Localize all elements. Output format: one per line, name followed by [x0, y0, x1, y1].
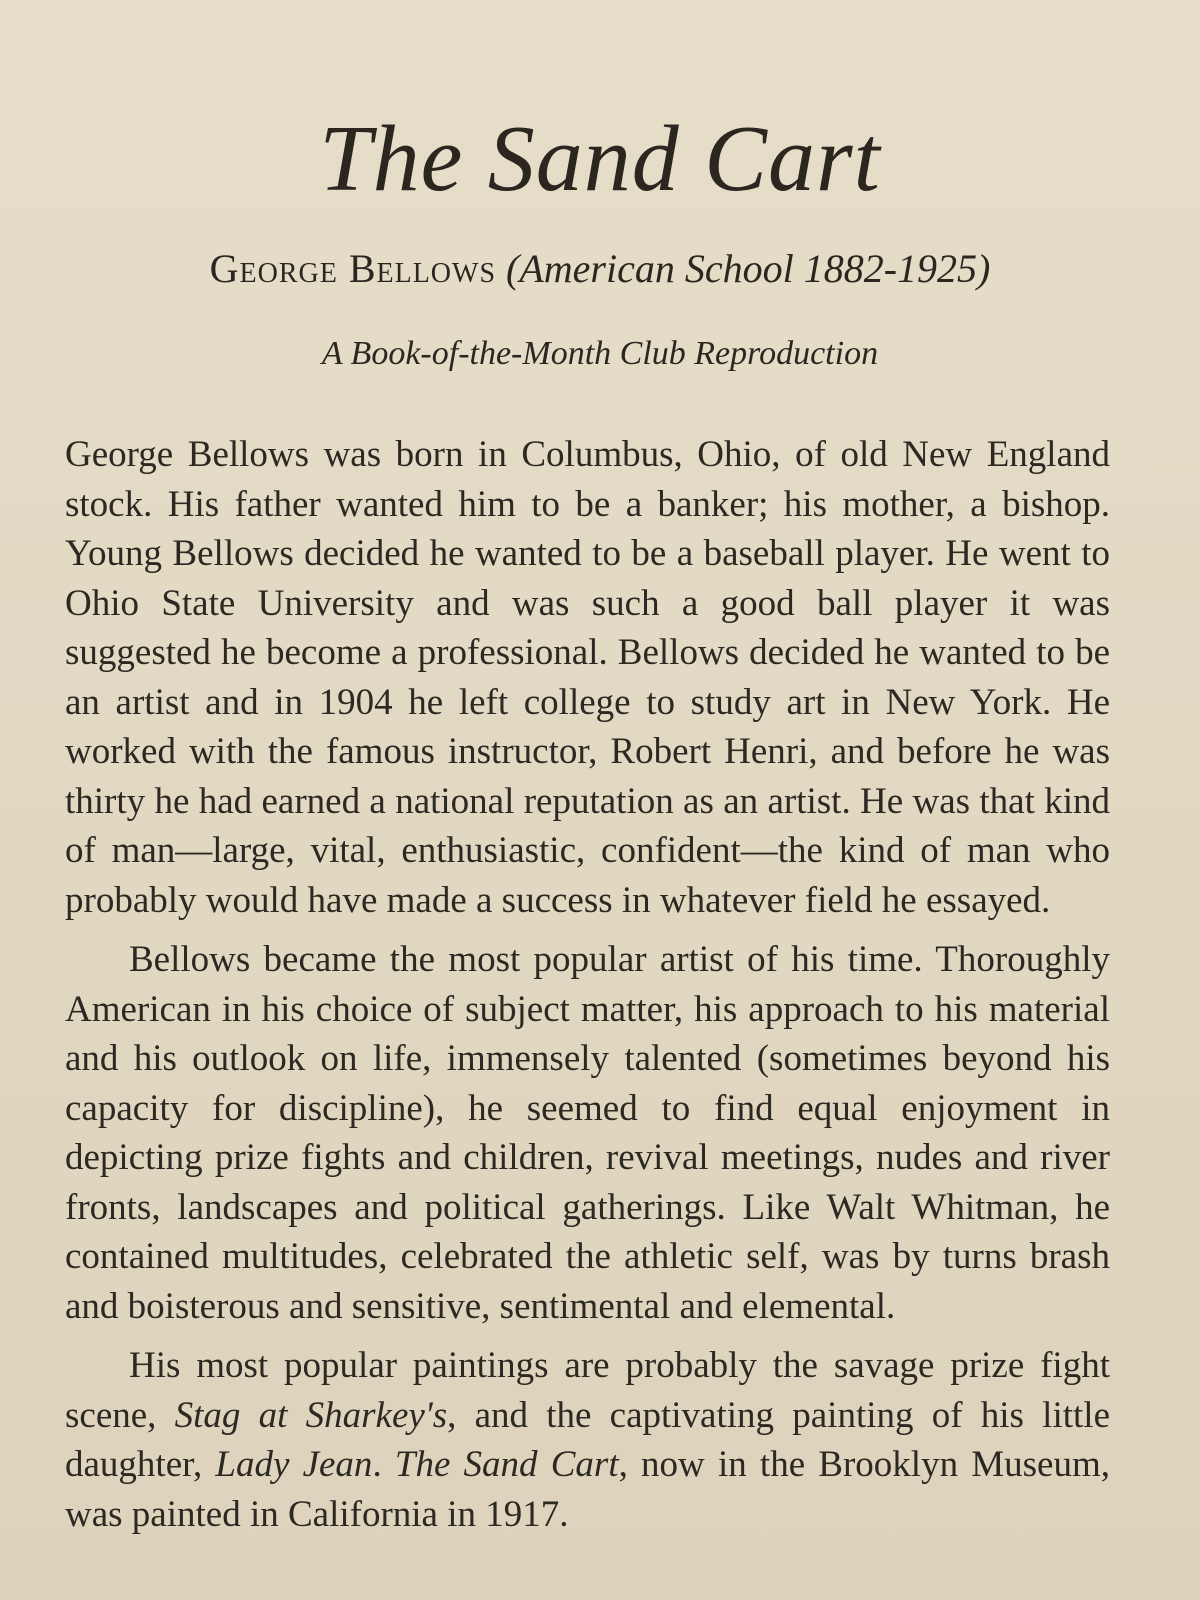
paragraph-3-text: His most popular paintings are probably the savage prize fight scene, [65, 1345, 1110, 1436]
paragraph-3-text: , now in the Brooklyn Museum, was painted in California in 1917. [65, 1444, 1110, 1535]
painting-title-lady-jean: Lady Jean [215, 1444, 373, 1485]
artist-name: George Bellows [209, 246, 497, 291]
paragraph-1: George Bellows was born in Columbus, Ohio, of old New England stock. His father wanted him to be a banker; his mother, a bishop. Young Bellows decided he wanted to be a baseball player. He went to Ohio State University and was such a good ball player it was suggested he become a professional. Bellows decided he wanted to be an artist and in 1904 he left college to study art in New York. He worked with the famous instructor, Robert Henri, and before he was thirty he had earned a national reputation as an artist. He was that kind of man—large, vital, enthusiastic, confident—the kind of man who probably would have made a success in whatever field he essayed. [65, 434, 1110, 921]
document-subtitle: A Book-of-the-Month Club Reproduction [321, 335, 879, 372]
painting-title-the-sand-cart: The Sand Cart [394, 1444, 619, 1485]
painting-title-stag-at-sharkeys: Stag at Sharkey's [174, 1394, 448, 1436]
artist-school: (American School 1882-1925) [506, 246, 991, 291]
paragraph-3-text: , and the captivating painting of his little daughter, [65, 1394, 1110, 1485]
body-text [65, 430, 1110, 1539]
paragraph-3 [65, 1341, 1110, 1539]
paragraph-2: Bellows became the most popular artist of his time. Thoroughly American in his choice of subject matter, his approach to his material and his outlook on life, immensely talented (sometimes beyond his capacity for discipline), he seemed to find equal enjoyment in depicting prize fights and children, revival meetings, nudes and river fronts, landscapes and political gatherings. Like Walt Whitman, he contained multitudes, celebrated the athletic self, was by turns brash and boisterous and sensitive, sentimental and elemental. [65, 939, 1110, 1327]
document-title: The Sand Cart [319, 107, 881, 211]
artist-line [0, 247, 1200, 291]
paragraph-3-text: . [372, 1444, 395, 1485]
body-text-area [65, 430, 1110, 1600]
